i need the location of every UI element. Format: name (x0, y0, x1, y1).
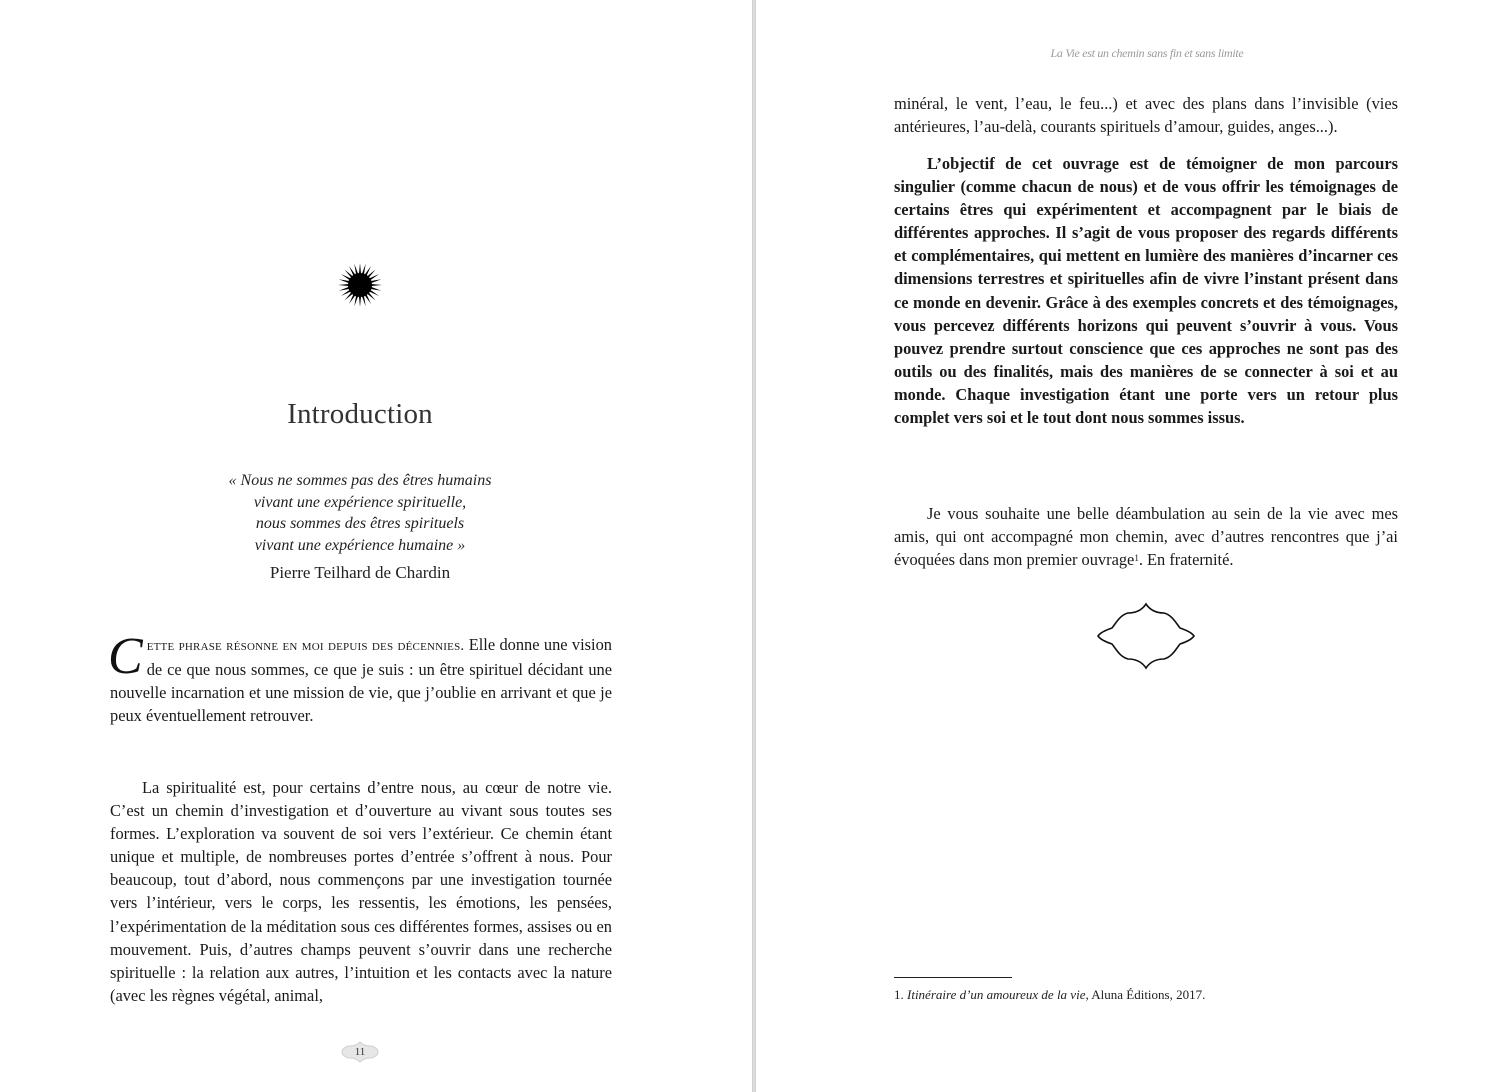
opening-paragraph (108, 628, 612, 727)
chapter-title: Introduction (287, 398, 433, 430)
right-page (756, 0, 1500, 1092)
body-paragraph: La spiritualité est, pour certains d’entre nous, au cœur de notre vie. C’est un chemin d’investigation et d’ouverture au vivant sous toutes ses formes. L’exploration va souvent de soi vers l’extérieur. Ce chemin étant unique et multiple, de nombreuses portes d’entrée s’offrent à nous. Pour beaucoup, tout d’abord, nous commençons par une investigation tournée vers l’intérieur, vers le corps, les ressentis, les émotions, les pensées, l’expérimentation de la méditation sous ces différentes formes, assises ou en mouvement. Puis, d’autres champs peuvent s’ouvrir dans une recherche spirituelle : la relation aux autres, l’intuition et les contacts avec la nature (avec les règnes végétal, animal, (110, 778, 612, 1005)
body-paragraph: minéral, le vent, l’eau, le feu...) et avec des plans dans l’invisible (vies antérieures, l’au-delà, courants spirituels d’amour, guides, anges...). (894, 94, 1398, 137)
epigraph-quote (110, 470, 610, 556)
paragraph-text: . En fraternité. (1138, 550, 1234, 570)
footnote-title: Itinéraire d’un amoureux de la vie (907, 987, 1086, 1002)
paragraph-text: Elle donne une vision de ce que nous sommes, ce que je suis : un être spirituel décidant une nouvelle incarnation et une mission de vie, que j’oublie en arrivant et que je peux éventuellement retrouver. (110, 635, 612, 726)
quatrefoil-ornament-icon (1096, 601, 1196, 671)
footnote-number: 1. (894, 987, 904, 1002)
footnote-text: , Aluna Éditions, 2017. (1085, 987, 1206, 1002)
sun-ornament-icon (337, 262, 383, 308)
closing-paragraph (894, 502, 1398, 571)
small-caps-lead: ette phrase résonne en moi depuis des décennies. (146, 638, 465, 654)
epigraph-line: vivant une expérience spirituelle, (253, 493, 467, 511)
epigraph-attribution: Pierre Teilhard de Chardin (269, 563, 451, 582)
epigraph-line: « Nous ne sommes pas des êtres humains (228, 472, 492, 489)
page-number-badge (341, 1041, 379, 1063)
epigraph-line: nous sommes des êtres spirituels (255, 515, 465, 533)
footnote-reference: 1 (1134, 553, 1139, 564)
page-number: 11 (354, 1046, 366, 1058)
body-paragraph-bold: L’objectif de cet ouvrage est de témoigner de mon parcours singulier (comme chacun de nous) et de vous offrir les témoignages de certains êtres qui expérimentent et accompagnent par le biais de différentes approches. Il s’agit de vous proposer des regards différents et complémentaires, qui mettent en lumière des manières d’incarner ces dimensions terrestres et spirituelles afin de vivre l’instant présent dans ce monde en devenir. Grâce à des exemples concrets et des témoignages, vous percevez différents horizons qui peuvent s’ouvrir à vous. Vous pouvez prendre surtout conscience que ces approches ne sont pas des outils ou des finalités, mais des manières de se connecter à soi et au monde. Chaque investigation étant une porte vers un retour plus complet vers soi et le tout dont nous sommes issus. (894, 154, 1398, 428)
drop-cap: C (108, 628, 143, 685)
footnote-rule (894, 977, 1012, 978)
paragraph-text: Je vous souhaite une belle déambulation au sein de la vie avec mes amis, qui ont accompagné mon chemin, avec d’autres rencontres que j’ai évoquées dans mon premier ouvrage (894, 504, 1398, 570)
epigraph-line: vivant une expérience humaine » (254, 536, 466, 554)
footnote (894, 987, 1398, 1003)
running-head: La Vie est un chemin sans fin et sans limite (1050, 46, 1244, 60)
